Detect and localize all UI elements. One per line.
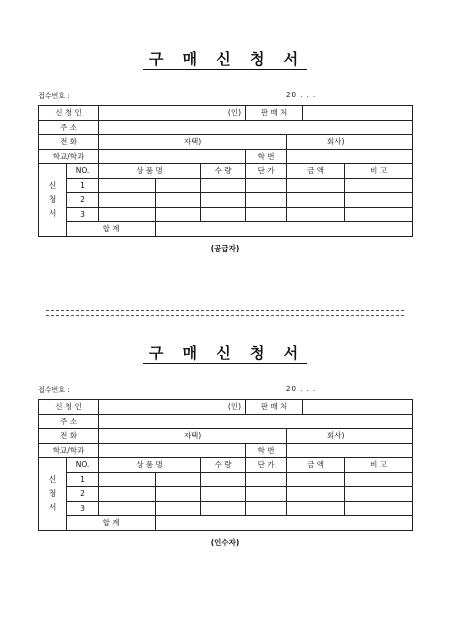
- cut-line-divider: [46, 310, 404, 316]
- price-cell[interactable]: [246, 472, 287, 487]
- items-header-row: [39, 164, 413, 179]
- phone-row: [39, 429, 413, 444]
- total-field[interactable]: [156, 222, 413, 237]
- seal-mark: (인): [227, 402, 242, 411]
- applicant-name-field[interactable]: [99, 106, 246, 121]
- applicant-label: 신 청 인: [39, 400, 99, 415]
- purchase-request-table: [38, 105, 413, 237]
- phone-label: 전 화: [39, 135, 99, 150]
- row-number: 3: [67, 207, 99, 222]
- item-name-cell[interactable]: [156, 472, 201, 487]
- school-field[interactable]: [99, 149, 246, 164]
- seal-mark: (인): [227, 108, 242, 117]
- note-cell[interactable]: [345, 487, 413, 502]
- qty-cell[interactable]: [201, 193, 246, 208]
- office-phone-field[interactable]: [287, 135, 413, 150]
- student-id-label: 학 번: [246, 149, 287, 164]
- row-number: 1: [67, 178, 99, 193]
- school-label: 학교/학과: [39, 443, 99, 458]
- item-name-cell[interactable]: [99, 207, 156, 222]
- form-caption: (공급자): [210, 243, 240, 253]
- total-label: 합 계: [67, 222, 156, 237]
- address-row: [39, 120, 413, 135]
- table-row: [39, 501, 413, 516]
- address-label: 주 소: [39, 120, 99, 135]
- amount-cell[interactable]: [287, 501, 345, 516]
- amount-cell[interactable]: [287, 472, 345, 487]
- school-row: [39, 443, 413, 458]
- address-field[interactable]: [99, 414, 413, 429]
- table-row: [39, 178, 413, 193]
- col-note-header: 비 고: [345, 458, 413, 473]
- col-qty-header: 수 량: [201, 458, 246, 473]
- item-name-cell[interactable]: [99, 178, 156, 193]
- table-row: [39, 193, 413, 208]
- phone-row: [39, 135, 413, 150]
- item-name-cell[interactable]: [156, 193, 201, 208]
- item-name-cell[interactable]: [99, 501, 156, 516]
- purchase-request-form-supplier: [38, 48, 412, 254]
- home-phone-label: 자택): [183, 137, 202, 146]
- col-no-header: NO.: [67, 458, 99, 473]
- col-item-header: 상 품 명: [99, 458, 201, 473]
- side-label: 신 청 서: [39, 164, 67, 237]
- receipt-number-label: 접수번호 :: [38, 92, 70, 100]
- price-cell[interactable]: [246, 207, 287, 222]
- office-phone-label: 회사): [327, 431, 345, 440]
- address-label: 주 소: [39, 414, 99, 429]
- price-cell[interactable]: [246, 193, 287, 208]
- total-row: [39, 222, 413, 237]
- item-name-cell[interactable]: [156, 487, 201, 502]
- receipt-number-label: 접수번호 :: [38, 386, 70, 394]
- price-cell[interactable]: [246, 178, 287, 193]
- table-row: [39, 487, 413, 502]
- student-id-field[interactable]: [287, 443, 413, 458]
- form-meta: [38, 91, 412, 103]
- applicant-row: [39, 106, 413, 121]
- form-title: 구 매 신 청 서: [38, 48, 412, 69]
- purchase-request-table: [38, 399, 413, 531]
- item-name-cell[interactable]: [156, 178, 201, 193]
- address-field[interactable]: [99, 120, 413, 135]
- note-cell[interactable]: [345, 472, 413, 487]
- total-field[interactable]: [156, 516, 413, 531]
- item-name-cell[interactable]: [99, 472, 156, 487]
- applicant-row: [39, 400, 413, 415]
- row-number: 1: [67, 472, 99, 487]
- price-cell[interactable]: [246, 501, 287, 516]
- seller-field[interactable]: [303, 106, 413, 121]
- school-field[interactable]: [99, 443, 246, 458]
- col-amount-header: 금 액: [287, 458, 345, 473]
- amount-cell[interactable]: [287, 207, 345, 222]
- seller-label: 판 매 처: [246, 106, 303, 121]
- qty-cell[interactable]: [201, 207, 246, 222]
- col-no-header: NO.: [67, 164, 99, 179]
- office-phone-label: 회사): [327, 137, 345, 146]
- home-phone-field[interactable]: [99, 429, 287, 444]
- table-row: [39, 472, 413, 487]
- form-caption: (인수자): [210, 537, 240, 547]
- date-field[interactable]: 20 . . .: [286, 91, 317, 99]
- form-meta: [38, 385, 412, 397]
- student-id-field[interactable]: [287, 149, 413, 164]
- note-cell[interactable]: [345, 193, 413, 208]
- home-phone-field[interactable]: [99, 135, 287, 150]
- qty-cell[interactable]: [201, 487, 246, 502]
- item-name-cell[interactable]: [156, 501, 201, 516]
- col-price-header: 단 가: [246, 164, 287, 179]
- purchase-request-form-receiver: [38, 342, 412, 548]
- col-item-header: 상 품 명: [99, 164, 201, 179]
- col-price-header: 단 가: [246, 458, 287, 473]
- col-qty-header: 수 량: [201, 164, 246, 179]
- office-phone-field[interactable]: [287, 429, 413, 444]
- total-row: [39, 516, 413, 531]
- seller-field[interactable]: [303, 400, 413, 415]
- date-field[interactable]: 20 . . .: [286, 385, 317, 393]
- note-cell[interactable]: [345, 207, 413, 222]
- side-label: 신 청 서: [39, 458, 67, 531]
- row-number: 2: [67, 487, 99, 502]
- item-name-cell[interactable]: [99, 193, 156, 208]
- home-phone-label: 자택): [183, 431, 202, 440]
- amount-cell[interactable]: [287, 487, 345, 502]
- note-cell[interactable]: [345, 501, 413, 516]
- amount-cell[interactable]: [287, 193, 345, 208]
- address-row: [39, 414, 413, 429]
- row-number: 3: [67, 501, 99, 516]
- applicant-label: 신 청 인: [39, 106, 99, 121]
- student-id-label: 학 번: [246, 443, 287, 458]
- item-name-cell[interactable]: [99, 487, 156, 502]
- row-number: 2: [67, 193, 99, 208]
- item-name-cell[interactable]: [156, 207, 201, 222]
- price-cell[interactable]: [246, 487, 287, 502]
- total-label: 합 계: [67, 516, 156, 531]
- table-row: [39, 207, 413, 222]
- qty-cell[interactable]: [201, 501, 246, 516]
- col-amount-header: 금 액: [287, 164, 345, 179]
- applicant-name-field[interactable]: [99, 400, 246, 415]
- form-title: 구 매 신 청 서: [38, 342, 412, 363]
- amount-cell[interactable]: [287, 178, 345, 193]
- qty-cell[interactable]: [201, 472, 246, 487]
- qty-cell[interactable]: [201, 178, 246, 193]
- note-cell[interactable]: [345, 178, 413, 193]
- col-note-header: 비 고: [345, 164, 413, 179]
- items-header-row: [39, 458, 413, 473]
- seller-label: 판 매 처: [246, 400, 303, 415]
- school-row: [39, 149, 413, 164]
- phone-label: 전 화: [39, 429, 99, 444]
- school-label: 학교/학과: [39, 149, 99, 164]
